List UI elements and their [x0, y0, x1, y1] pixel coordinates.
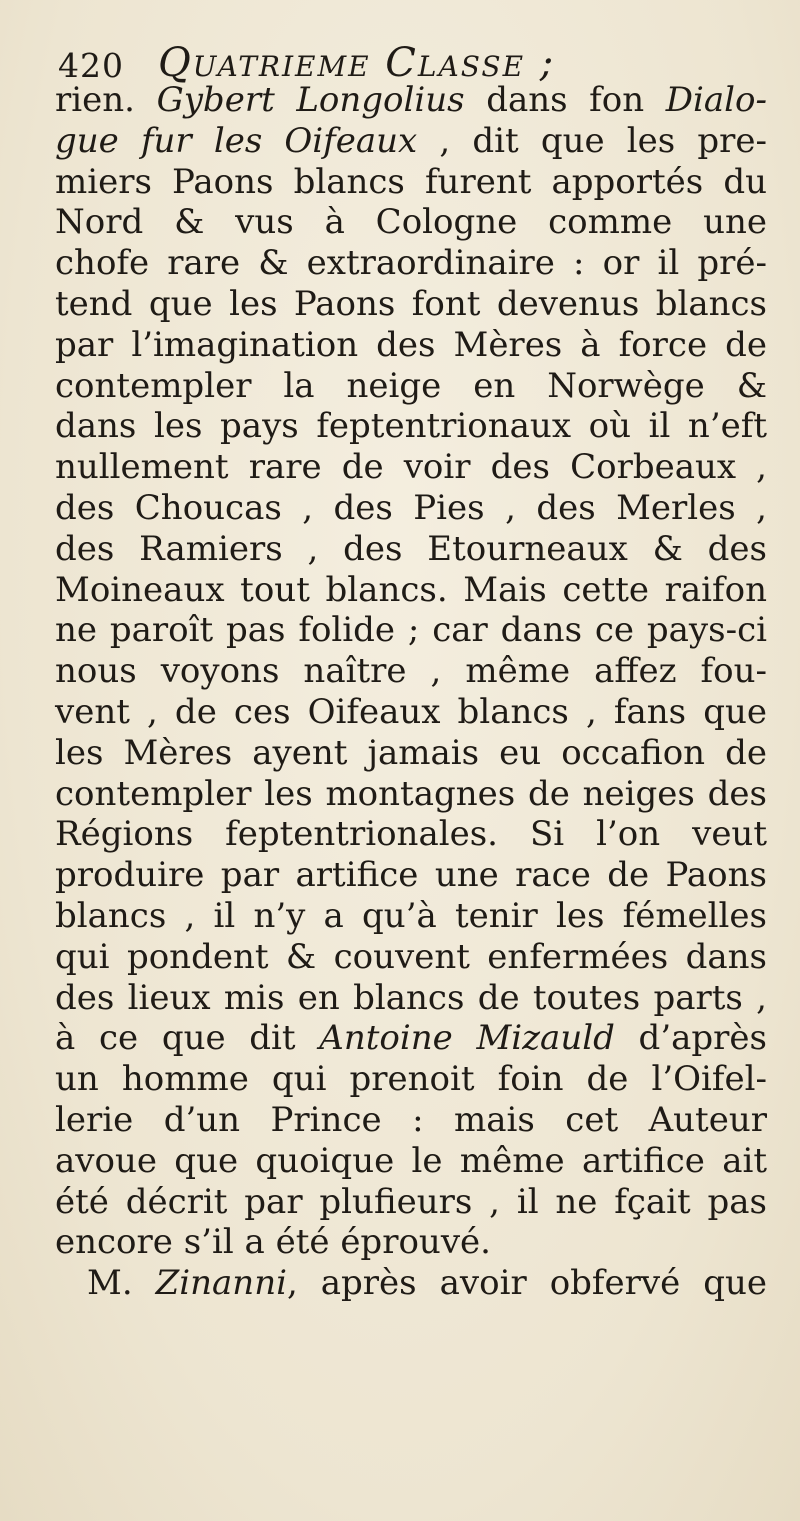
- text-line: [55, 1100, 767, 1141]
- text-run: blancs , il n’y a qu’à tenir les fémelles: [55, 895, 767, 936]
- text-line: [55, 978, 767, 1019]
- page-number: 420: [58, 46, 124, 85]
- text-run: nullement rare de voir des Corbeaux ,: [55, 447, 767, 488]
- text-line: [55, 610, 767, 651]
- text-run: à ce que dit: [55, 1018, 320, 1059]
- text-run: un homme qui prenoit foin de l’Oifel-: [55, 1059, 767, 1100]
- text-run: Moineaux tout blancs. Mais cette raifon: [55, 569, 767, 610]
- text-line: [55, 855, 767, 896]
- text-run: , après avoir obfervé que: [286, 1263, 767, 1304]
- text-run: encore s’il a été éprouvé.: [55, 1222, 491, 1263]
- italic-text: gue fur les Oifeaux: [55, 120, 418, 161]
- text-line: [55, 692, 767, 733]
- text-line: [55, 162, 767, 203]
- text-line: [55, 1018, 767, 1059]
- text-line: [55, 1182, 767, 1223]
- text-run: M.: [87, 1263, 156, 1304]
- text-line: [55, 774, 767, 815]
- text-run: contempler les montagnes de neiges des: [55, 773, 767, 814]
- text-run: tend que les Paons font devenus blancs: [55, 283, 767, 324]
- running-head: Quatrieme Classe ;: [158, 40, 556, 86]
- italic-text: Zinanni: [155, 1263, 287, 1304]
- text-line: [55, 406, 767, 447]
- text-run: produire par artifice une race de Paons: [55, 855, 767, 896]
- text-line: [55, 488, 767, 529]
- text-run: d’après: [614, 1018, 767, 1059]
- italic-text: Dialo-: [665, 80, 767, 120]
- text-line: [55, 896, 767, 937]
- text-line: [55, 121, 767, 162]
- text-run: , dit que les pre-: [417, 120, 767, 161]
- italic-text: Gybert Longolius: [156, 80, 465, 120]
- text-line: [55, 284, 767, 325]
- text-run: nous voyons naître , même affez fou-: [55, 651, 767, 692]
- text-run: été décrit par plufieurs , il ne fçait pas: [55, 1181, 767, 1222]
- text-run: avoue que quoique le même artifice ait: [55, 1140, 767, 1181]
- text-run: contempler la neige en Norwège &: [55, 365, 767, 406]
- text-line: [55, 202, 767, 243]
- text-line: [55, 325, 767, 366]
- text-line: [55, 733, 767, 774]
- text-line: [55, 366, 767, 407]
- text-line: [55, 1222, 767, 1263]
- text-run: miers Paons blancs furent apportés du: [55, 161, 767, 202]
- text-run: dans les pays feptentrionaux où il n’eft: [55, 406, 767, 447]
- text-line: [55, 447, 767, 488]
- text-run: vent , de ces Oifeaux blancs , fans que: [55, 691, 767, 732]
- text-run: des lieux mis en blancs de toutes parts ,: [55, 977, 767, 1018]
- italic-text: Antoine Mizauld: [319, 1018, 615, 1059]
- text-line: [55, 243, 767, 284]
- text-line: [55, 80, 767, 121]
- text-run: rien.: [55, 80, 157, 120]
- text-line: [55, 1263, 767, 1304]
- text-run: dans fon: [464, 80, 666, 120]
- text-run: Nord & vus à Cologne comme une: [55, 202, 767, 243]
- body-text: [55, 80, 767, 1304]
- text-run: par l’imagination des Mères à force de: [55, 324, 767, 365]
- text-line: [55, 529, 767, 570]
- text-line: [55, 570, 767, 611]
- text-line: [55, 651, 767, 692]
- text-line: [55, 1059, 767, 1100]
- text-line: [55, 1141, 767, 1182]
- text-line: [55, 814, 767, 855]
- text-line: [55, 937, 767, 978]
- text-run: Régions feptentrionales. Si l’on veut: [55, 814, 767, 855]
- text-run: lerie d’un Prince : mais cet Auteur: [55, 1099, 767, 1140]
- text-run: ne paroît pas folide ; car dans ce pays-ci: [55, 610, 767, 651]
- text-run: des Ramiers , des Etourneaux & des: [55, 528, 767, 569]
- text-run: des Choucas , des Pies , des Merles ,: [55, 487, 767, 528]
- text-run: les Mères ayent jamais eu occafion de: [55, 732, 767, 773]
- text-run: qui pondent & couvent enfermées dans: [55, 936, 767, 977]
- text-run: chofe rare & extraordinaire : or il pré-: [55, 243, 767, 284]
